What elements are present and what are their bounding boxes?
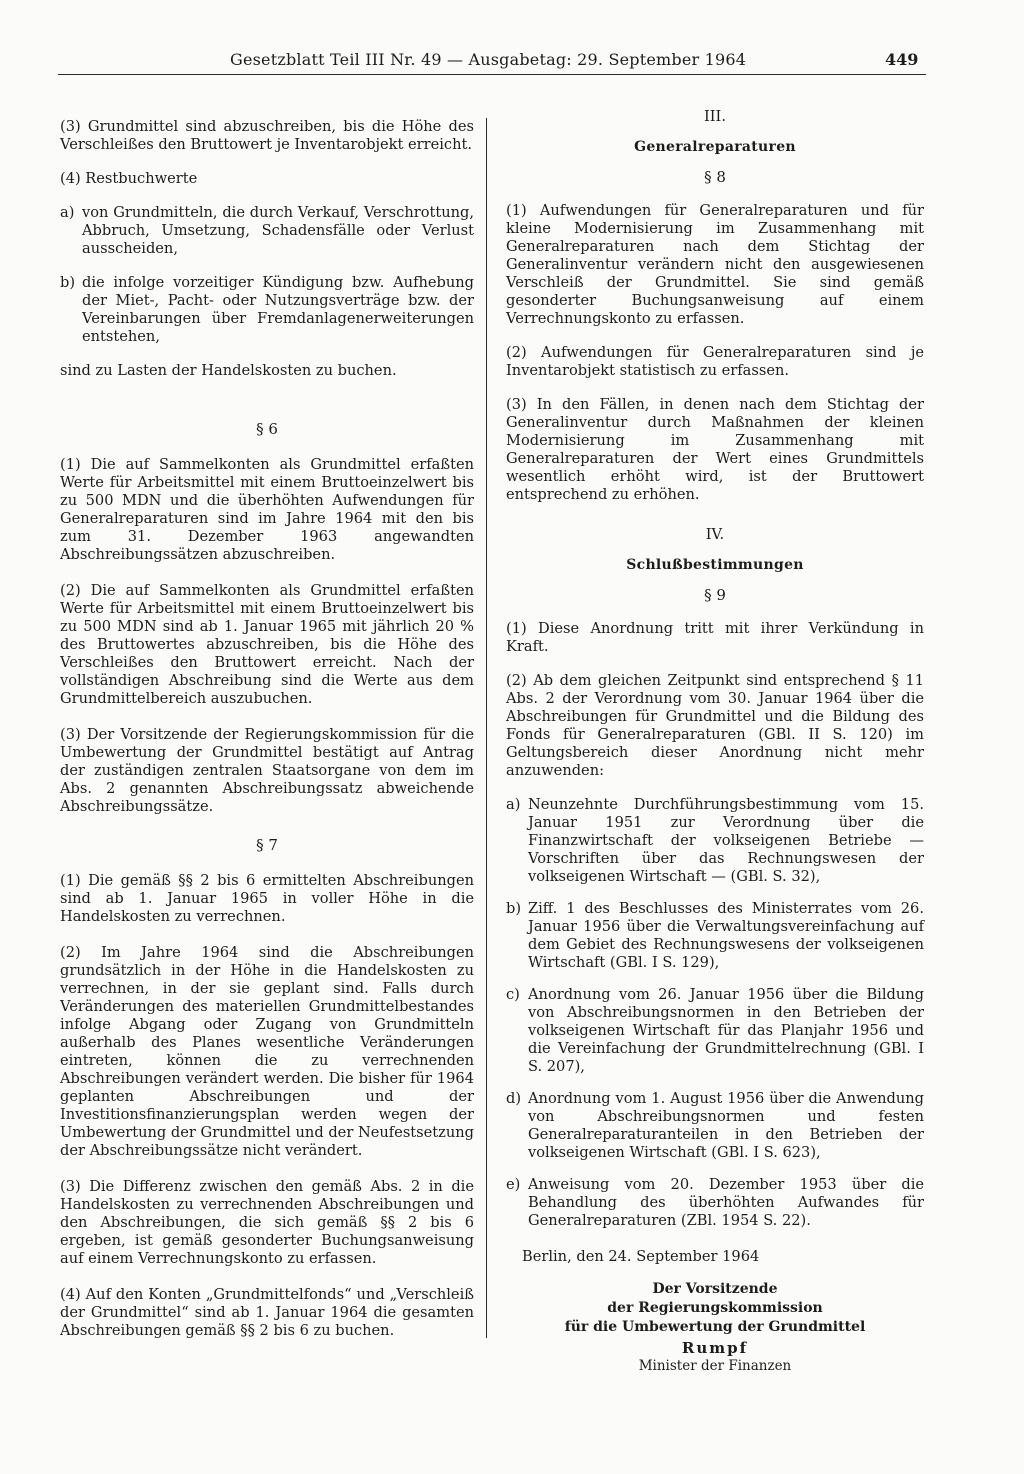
item-text: die infolge vorzeitiger Kündigung bzw. Aufhebung der Miet-, Pacht- oder Nutzungsverträge bzw. der Vereinbarungen über Fremdanlagenerweiterungen entstehen, (82, 274, 474, 345)
paragraph-7-3: (3) Die Differenz zwischen den gemäß Abs. 2 in die Handelskosten zu verrechnenden Abschreibungen und den Abschreibungen, die sich gemäß §§ 2 bis 6 ergeben, ist gemäß gesonderter Buchungsanweisung auf einem Verrechnungskonto zu erfassen. (60, 1178, 474, 1267)
left-column (60, 118, 474, 1340)
paragraph-8-1: (1) Aufwendungen für Generalreparaturen und für kleine Modernisierung im Zusammenhang mit Generalreparaturen nach dem Stichtag der Generalinventur verändern nicht den ausgewiesenen Verschleiß der Grundmittel. Sie sind gemäß gesonderter Buchungsanweisung auf einem Verrechnungskonto zu erfassen. (506, 202, 924, 327)
page-number: 449 (885, 50, 919, 69)
item-label: c) (506, 986, 520, 1003)
part-4-title: Schlußbestimmungen (626, 557, 804, 573)
paragraph-8-2: (2) Aufwendungen für Generalreparaturen sind je Inventarobjekt statistisch zu erfassen. (506, 344, 924, 379)
paragraph-8-3: (3) In den Fällen, in denen nach dem Stichtag der Generalinventur durch Maßnahmen der kleinen Modernisierung im Zusammenhang mit Generalreparaturen der Wert eines Grundmittels wesentlich erhöht wird, ist der Bruttowert entsprechend zu erhöhen. (506, 396, 924, 503)
paragraph-9-2: (2) Ab dem gleichen Zeitpunkt sind entsprechend § 11 Abs. 2 der Verordnung vom 30. Januar 1964 über die Abschreibungen für Grundmittel und die Bildung des Fonds für Generalreparaturen (GBl. II S. 120) im Geltungsbereich dieser Anordnung nicht mehr anzuwenden: (506, 672, 924, 779)
paragraph-7-1: (1) Die gemäß §§ 2 bis 6 ermittelten Abschreibungen sind ab 1. Januar 1965 in voller Höhe in die Handelskosten zu verrechnen. (60, 872, 474, 925)
item-text: Neunzehnte Durchführungsbestimmung vom 15. Januar 1951 zur Verordnung über die Finanzwirtschaft der volkseigenen Betriebe — Vorschriften über das Rechnungswesen der volkseigenen Wirtschaft — (GBl. S. 32), (528, 796, 924, 885)
section-9-heading: § 9 (704, 586, 726, 604)
running-header: Gesetzblatt Teil III Nr. 49 — Ausgabetag: 29. September 1964 (230, 50, 747, 69)
paragraph-5-tail: sind zu Lasten der Handelskosten zu buchen. (60, 362, 397, 379)
paragraph-7-2: (2) Im Jahre 1964 sind die Abschreibungen grundsätzlich in der Höhe in die Handelskosten zu verrechnen, in der sie geplant sind. Falls durch Veränderungen des materiellen Grundmittelbestandes infolge Abgang oder Zugang von Grundmitteln außerhalb des Planes wesentliche Veränderungen eintreten, können die zu verrechnenden Abschreibungen verändert werden. Die bisher für 1964 geplanten Abschreibungen und der Investitionsfinanzierungsplan werden wegen der Umbewertung der Grundmittel und der Neufestsetzung der Abschreibungssätze nicht verändert. (60, 944, 474, 1159)
item-label: b) (506, 900, 522, 917)
item-label: b) (60, 274, 76, 291)
column-divider (486, 118, 487, 1338)
item-text: von Grundmitteln, die durch Verkauf, Verschrottung, Abbruch, Umsetzung, Schadensfälle oder Verlust ausscheiden, (82, 204, 474, 257)
paragraph-9-1: (1) Diese Anordnung tritt mit ihrer Verkündung in Kraft. (506, 620, 924, 655)
list-item-9-e (506, 1176, 924, 1230)
list-item-9-a (506, 796, 924, 886)
paragraph-5-3: (3) Grundmittel sind abzuschreiben, bis die Höhe des Verschleißes den Bruttowert je Inventarobjekt erreicht. (60, 118, 474, 153)
signature-line-1: Der Vorsitzende (652, 1281, 778, 1297)
signature-line-3: für die Umbewertung der Grundmittel (564, 1319, 866, 1335)
list-item-9-c (506, 986, 924, 1076)
paragraph-7-4: (4) Auf den Konten „Grundmittelfonds“ und „Verschleiß der Grundmittel“ sind ab 1. Januar 1964 die gesamten Abschreibungen gemäß §§ 2 bis 6 zu buchen. (60, 1286, 474, 1339)
signature-block (506, 1280, 924, 1375)
list-item-5-4b (60, 274, 474, 346)
list-item-9-b (506, 900, 924, 972)
signatory-title: Minister der Finanzen (638, 1358, 792, 1374)
item-text: Anordnung vom 1. August 1956 über die Anwendung von Abschreibungsnormen und festen Generalreparaturanteilen in den Betrieben der volkseigenen Wirtschaft (GBl. I S. 623), (528, 1090, 924, 1161)
item-label: e) (506, 1176, 521, 1193)
paragraph-6-1: (1) Die auf Sammelkonten als Grundmittel erfaßten Werte für Arbeitsmittel mit einem Bruttoeinzelwert bis zu 500 MDN und die überhöhten Aufwendungen für Generalreparaturen sind im Jahre 1964 mit den bis zum 31. Dezember 1963 angewandten Abschreibungssätzen abzuschreiben. (60, 456, 474, 563)
paragraph-5-4: (4) Restbuchwerte (60, 170, 198, 187)
section-8-heading: § 8 (704, 168, 726, 186)
header-rule (58, 74, 926, 75)
right-column (506, 108, 924, 1375)
list-item-5-4a (60, 204, 474, 258)
item-label: d) (506, 1090, 522, 1107)
section-6-heading: § 6 (256, 420, 278, 438)
paragraph-6-3: (3) Der Vorsitzende der Regierungskommission für die Umbewertung der Grundmittel bestätigt auf Antrag der zuständigen zentralen Staatsorgane von dem im Abs. 2 genannten Abschreibungssatz abweichende Abschreibungssätze. (60, 726, 474, 815)
item-label: a) (506, 796, 521, 813)
paragraph-6-2: (2) Die auf Sammelkonten als Grundmittel erfaßten Werte für Arbeitsmittel mit einem Bruttoeinzelwert bis zu 500 MDN sind ab 1. Januar 1965 mit jährlich 20 % des Bruttowertes abzuschreiben, bis die Höhe des Verschleißes den Bruttowert erreicht. Nach der vollständigen Abschreibung sind die Werte aus dem Grundmittelbereich auszubuchen. (60, 582, 474, 707)
part-3-numeral: III. (704, 108, 726, 125)
item-text: Ziff. 1 des Beschlusses des Ministerrates vom 26. Januar 1956 über die Verwaltungsvereinfachung auf dem Gebiet des Rechnungswesens der volkseigenen Wirtschaft (GBl. I S. 129), (528, 900, 924, 971)
part-4-numeral: IV. (705, 526, 725, 543)
place-and-date: Berlin, den 24. September 1964 (522, 1248, 760, 1265)
item-text: Anordnung vom 26. Januar 1956 über die Bildung von Abschreibungsnormen in den Betrieben der volkseigenen Wirtschaft für das Planjahr 1956 und die Vereinfachung der Grundmittelrechnung (GBl. I S. 207), (528, 986, 924, 1075)
list-item-9-d (506, 1090, 924, 1162)
section-7-heading: § 7 (256, 836, 278, 854)
part-3-title: Generalreparaturen (634, 139, 796, 155)
signatory-name: Rumpf (681, 1339, 749, 1357)
item-label: a) (60, 204, 75, 221)
item-text: Anweisung vom 20. Dezember 1953 über die Behandlung des überhöhten Aufwandes für Generalreparaturen (ZBl. 1954 S. 22). (528, 1176, 924, 1229)
signature-line-2: der Regierungskommission (607, 1300, 823, 1316)
